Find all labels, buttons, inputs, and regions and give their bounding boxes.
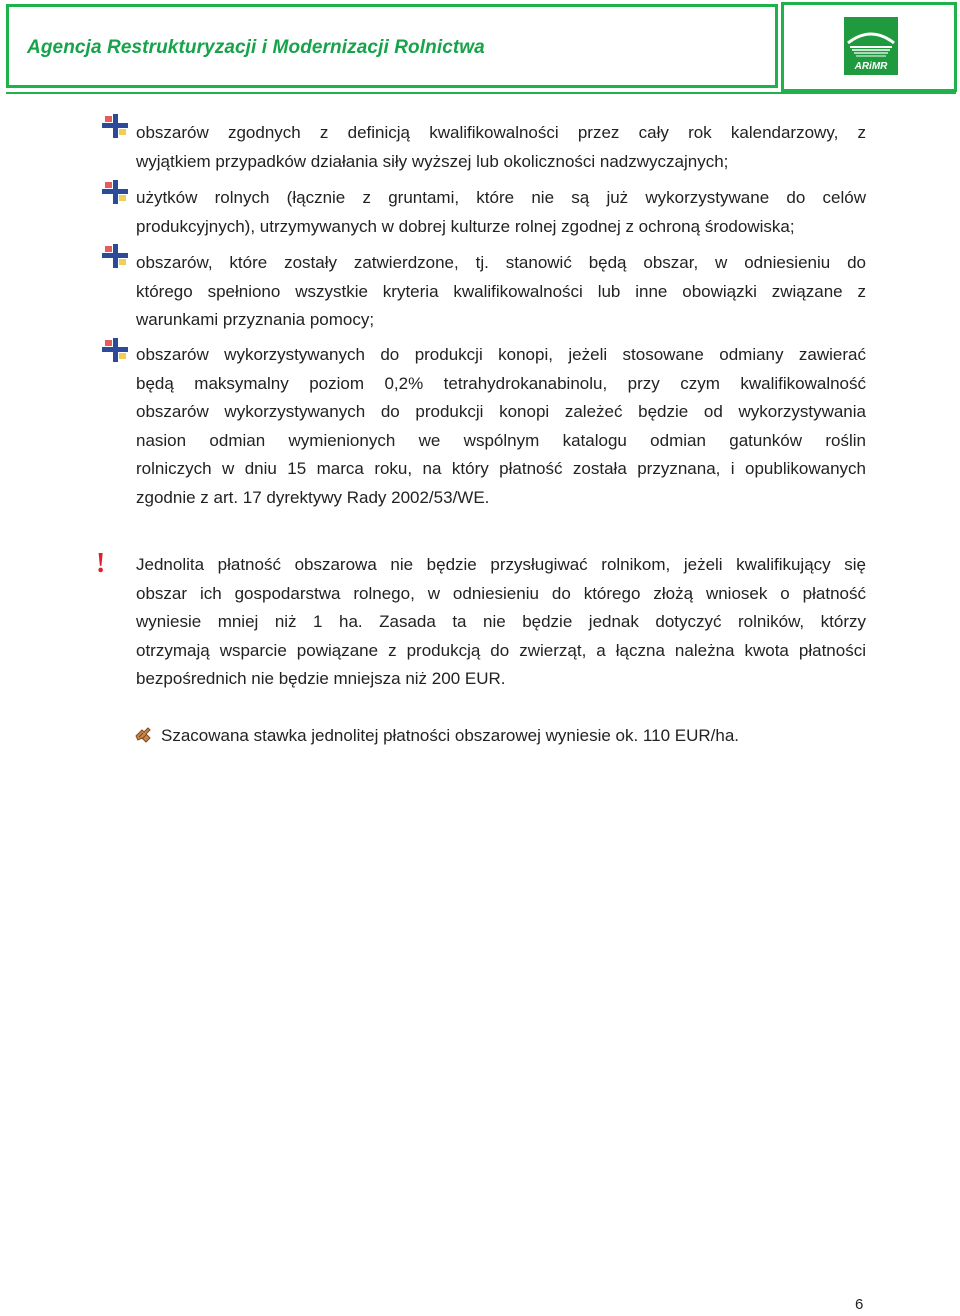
text-line: obszarów wykorzystywanych do produkcji konopi zależeć będzie od wykorzystywania	[136, 402, 866, 421]
text-line: produkcyjnych), utrzymywanych w dobrej kulturze rolnej zgodnej z ochroną środowiska;	[136, 216, 795, 236]
text-line: wyjątkiem przypadków działania siły wyższej lub okoliczności nadzwyczajnych;	[136, 151, 729, 171]
cross-bullet-icon	[102, 244, 128, 268]
text-line: będą maksymalny poziom 0,2% tetrahydrokanabinolu, przy czym kwalifikowalność	[136, 373, 866, 393]
bullet-paragraph	[136, 249, 866, 335]
text-line: obszarów wykorzystywanych do produkcji konopi, jeżeli stosowane odmiany zawierać	[136, 345, 866, 364]
text-line: nasion odmian wymienionych we wspólnym katalogu odmian gatunków roślin	[136, 430, 866, 450]
text-line: obszarów, które zostały zatwierdzone, tj. stanowić będą obszar, w odniesieniu do	[136, 253, 866, 272]
text-line: użytków rolnych (łącznie z gruntami, które nie są już wykorzystywane do celów	[136, 188, 866, 207]
text-line: zgodnie z art. 17 dyrektywy Rady 2002/53/WE.	[136, 487, 490, 507]
logo-text: ARiMR	[854, 61, 888, 72]
bullet-paragraph	[136, 184, 866, 241]
exclamation-icon: !	[96, 548, 106, 579]
bullet-paragraph	[136, 119, 866, 176]
bullet-paragraph	[136, 341, 866, 512]
text-line: wyniesie mniej niż 1 ha. Zasada ta nie będzie jednak dotyczyć rolników, którzy	[136, 612, 866, 631]
cross-bullet-icon	[102, 338, 128, 362]
text-line: bezpośrednich nie będzie mniejsza niż 200 EUR.	[136, 669, 506, 688]
cross-bullet-icon	[102, 114, 128, 138]
text-line: obszar ich gospodarstwa rolnego, w odniesieniu do którego złożą wniosek o płatność	[136, 583, 866, 603]
page-number: 6	[855, 1296, 864, 1313]
text-line: warunkami przyznania pomocy;	[136, 310, 375, 329]
text-line: obszarów zgodnych z definicją kwalifikowalności przez cały rok kalendarzowy, z	[136, 123, 866, 142]
text-line: którego spełniono wszystkie kryteria kwalifikowalności lub inne obowiązki związane z	[136, 281, 866, 301]
rate-note: Szacowana stawka jednolitej płatności obszarowej wyniesie ok. 110 EUR/ha.	[161, 726, 739, 745]
text-line: rolniczych w dniu 15 marca roku, na który płatność została przyznana, i opublikowanych	[136, 459, 866, 478]
cross-bullet-icon	[102, 180, 128, 204]
hand-pointer-icon	[134, 726, 152, 744]
text-line: Jednolita płatność obszarowa nie będzie przysługiwać rolnikom, jeżeli kwalifikujący się	[136, 555, 866, 574]
text-line: otrzymają wsparcie powiązane z produkcją do zwierząt, a łączna należna kwota płatności	[136, 640, 866, 660]
agency-title: Agencja Restrukturyzacji i Modernizacji Rolnictwa	[27, 37, 485, 58]
warning-paragraph	[136, 551, 866, 694]
